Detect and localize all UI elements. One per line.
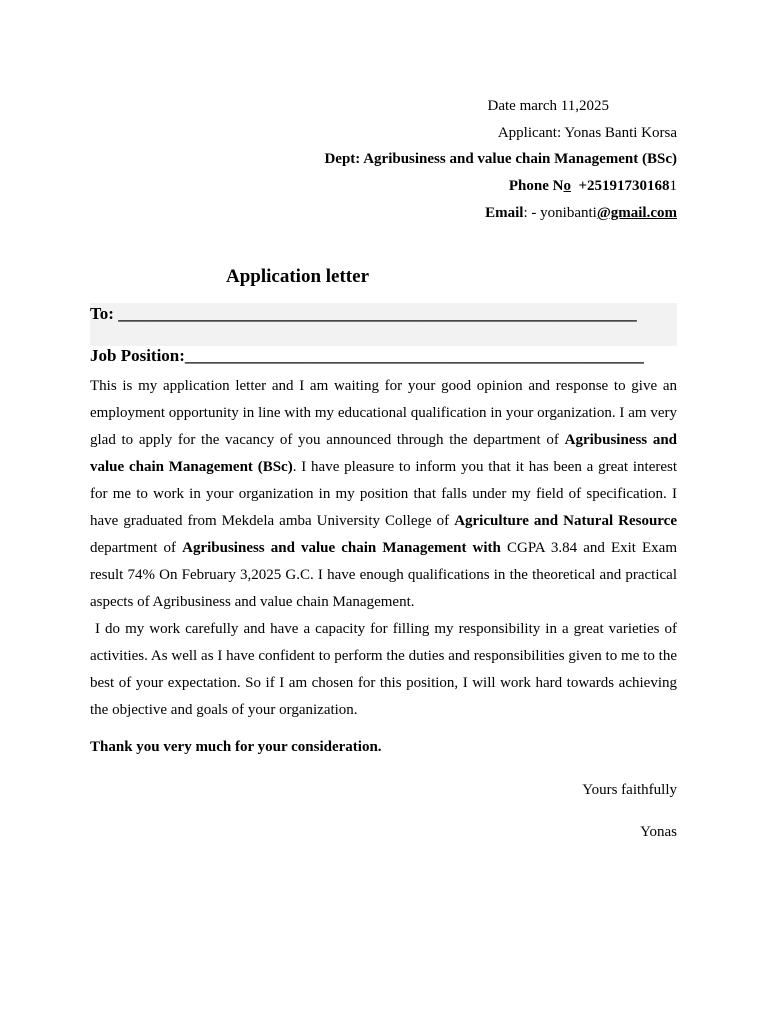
closing-line: Yours faithfully: [582, 782, 677, 798]
signature-name: Yonas: [640, 824, 677, 840]
applicant-line: Applicant: Yonas Banti Korsa: [497, 124, 677, 141]
body-paragraph-2: I do my work carefully and have a capacity for filling my responsibility in a great varieties of activities. As well as I have confident to perform the duties and responsibilities given to me to the best of your expectation. So if I am chosen for this position, I will work hard towards achieving the objective and goals of your organization.: [90, 621, 681, 718]
phone-line: [324, 173, 677, 200]
letter-body: [90, 373, 681, 724]
email-user: : - yonibanti: [523, 204, 597, 221]
email-domain: @gmail.com: [596, 204, 677, 221]
date-line: Date march 11,2025: [487, 98, 609, 114]
recipient-line: To: _____________________________________________________________: [90, 304, 637, 323]
email-label: Email: [485, 204, 524, 221]
sender-info: [324, 93, 677, 227]
thanks-line: Thank you very much for your consideration.: [90, 739, 382, 755]
dept-line: Dept: Agribusiness and value chain Management (BSc): [324, 151, 677, 168]
document-title: Application letter: [226, 266, 370, 287]
phone-label: Phone No: [508, 178, 571, 195]
body-paragraph-1: This is my application letter and I am waiting for your good opinion and response to give an employment opportunity in line with my educational qualification in your organization. I am very glad to apply for the vacancy of you announced through the department of Agribusiness and value chain Management (BSc). I have pleasure to inform you that it has been a great interest for me to work in your organization in my position that falls under my field of specification. I have graduated from Mekdela amba University College of Agriculture and Natural Resource department of Agribusiness and value chain Management with CGPA 3.84 and Exit Exam result 74% On February 3,2025 G.C. I have enough qualifications in the theoretical and practical aspects of Agribusiness and value chain Management.: [90, 378, 678, 610]
job-position-line: Job Position:______________________________________________________: [90, 346, 644, 365]
phone-number: +25191730168: [570, 178, 670, 195]
recipient-field: [90, 303, 677, 346]
email-line: [324, 200, 677, 227]
phone-number-last-digit: 1: [669, 178, 677, 195]
